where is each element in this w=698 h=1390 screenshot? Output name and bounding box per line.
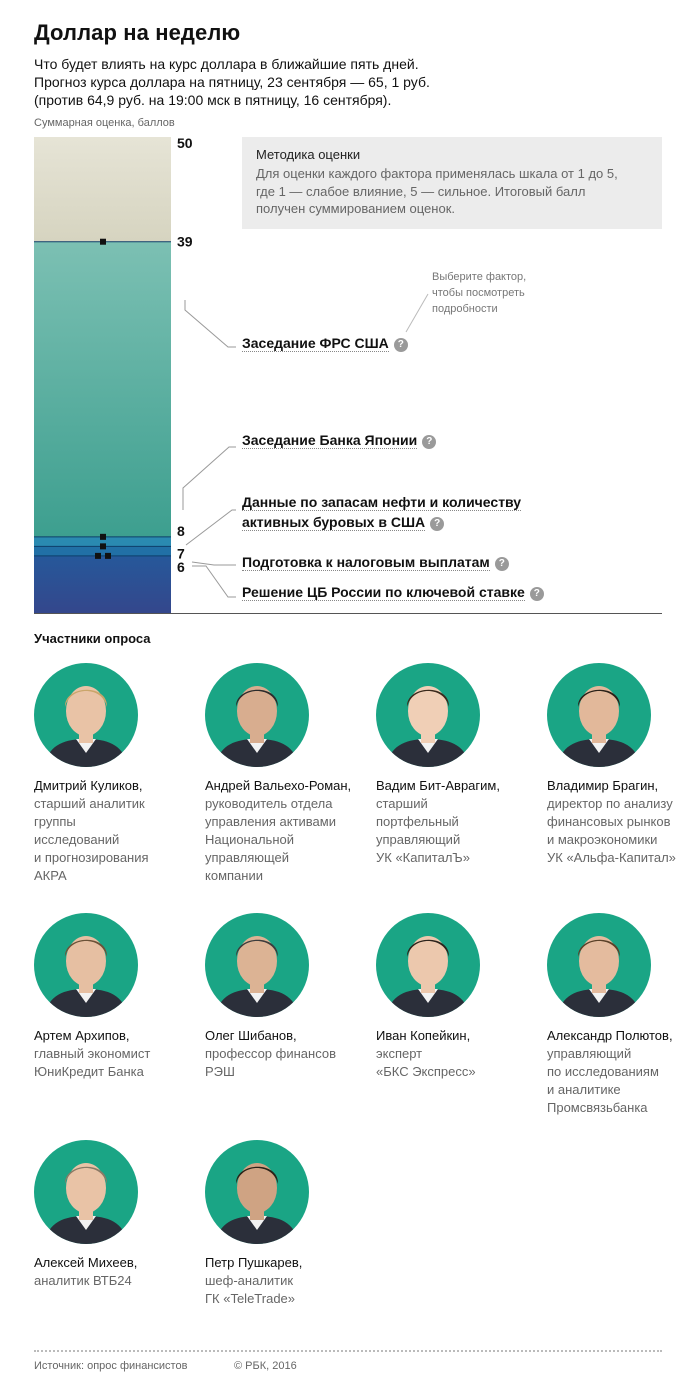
participant-role-line: портфельный — [376, 814, 459, 829]
avatar — [205, 913, 309, 1017]
participant-card — [547, 913, 698, 1117]
factor-label: активных буровых в США — [242, 514, 426, 530]
participant-role — [547, 1045, 698, 1117]
tick-label: 8 — [177, 522, 185, 539]
participant-role-line: управления активами — [205, 814, 336, 829]
copyright: © РБК, 2016 — [234, 1360, 297, 1372]
participant-name: Иван Копейкин, — [376, 1028, 471, 1043]
avatar — [547, 913, 651, 1017]
hint-line: Выберите фактор, — [432, 271, 527, 283]
participant-card — [547, 663, 698, 867]
participant-name: Александр Полютов, — [547, 1028, 673, 1043]
connector-fed — [185, 300, 236, 347]
participant-card — [205, 663, 375, 885]
participant-role — [376, 795, 546, 867]
hint-line: подробности — [432, 303, 498, 315]
factor-label: Подготовка к налоговым выплатам — [242, 554, 490, 570]
methodology-box — [242, 137, 662, 229]
avatar — [205, 1140, 309, 1244]
participant-role-line: УК «КапиталЪ» — [376, 850, 470, 865]
tick-label: 50 — [177, 135, 193, 151]
segment-marker — [100, 543, 106, 549]
avatar — [205, 663, 309, 767]
participant-name: Андрей Вальехо-Роман, — [205, 778, 352, 793]
lead-line: (против 64,9 руб. на 19:00 мск в пятницу, 16 сентября). — [34, 92, 392, 108]
participant-role-line: ГК «TeleTrade» — [205, 1291, 296, 1306]
participant-card — [376, 913, 546, 1081]
hint-line: чтобы посмотреть — [432, 287, 525, 299]
participant-role-line: «БКС Экспресс» — [376, 1064, 476, 1079]
factor-link-tax[interactable] — [242, 552, 509, 572]
factor-label: Решение ЦБ России по ключевой ставке — [242, 584, 525, 600]
avatar — [376, 913, 480, 1017]
participant-name: Дмитрий Куликов, — [34, 778, 143, 793]
participant-role — [205, 1272, 375, 1308]
participant-role-line: главный экономист — [34, 1046, 151, 1061]
participant-card — [34, 1140, 204, 1290]
participant-card — [376, 663, 546, 867]
participant-name: Вадим Бит-Аврагим, — [376, 778, 500, 793]
segment-marker — [100, 239, 106, 245]
participant-role-line: старший — [376, 796, 428, 811]
segment-marker — [95, 553, 101, 559]
avatar — [34, 1140, 138, 1244]
factor-link-boj[interactable] — [242, 430, 436, 450]
participant-role-line: ЮниКредит Банка — [34, 1064, 144, 1079]
factor-link-fed[interactable] — [242, 333, 408, 353]
methodology-line: получен суммированием оценок. — [256, 201, 455, 216]
participant-role — [34, 1045, 204, 1081]
participant-role-line: УК «Альфа-Капитал» — [547, 850, 676, 865]
bar-segment-remaining[interactable] — [34, 137, 171, 242]
participant-card — [205, 913, 375, 1081]
participant-name: Владимир Брагин, — [547, 778, 659, 793]
participant-role-line: аналитик ВТБ24 — [34, 1273, 132, 1288]
connector-cbr — [192, 566, 236, 597]
avatar — [547, 663, 651, 767]
methodology-title: Методика оценки — [256, 147, 361, 162]
participant-role-line: финансовых рынков — [547, 814, 671, 829]
participant-role-line: руководитель отдела — [205, 796, 333, 811]
participant-role-line: исследований — [34, 832, 120, 847]
participant-role-line: профессор финансов — [205, 1046, 336, 1061]
help-icon[interactable]: ? — [394, 338, 408, 352]
help-icon[interactable]: ? — [530, 587, 544, 601]
participants-title: Участники опроса — [34, 631, 151, 646]
lead-line: Что будет влиять на курс доллара в ближайшие пять дней. — [34, 56, 419, 72]
bar-segment-cbr[interactable] — [34, 556, 171, 613]
participant-role-line: компании — [205, 868, 263, 883]
participant-role — [547, 795, 698, 867]
participant-role-line: АКРА — [34, 868, 67, 883]
participant-role-line: директор по анализу — [547, 796, 673, 811]
participant-role-line: РЭШ — [205, 1064, 235, 1079]
factor-link-cbr[interactable] — [242, 582, 544, 602]
tick-label: 7 — [177, 545, 185, 562]
connector-boj — [183, 447, 236, 510]
participant-role — [34, 1272, 204, 1290]
participant-card — [34, 913, 204, 1081]
methodology-line: где 1 — слабое влияние, 5 — сильное. Итоговый балл — [256, 183, 586, 199]
chart-baseline — [34, 613, 662, 614]
participant-role — [34, 795, 204, 885]
methodology-text — [256, 165, 648, 218]
help-icon[interactable]: ? — [430, 517, 444, 531]
lead-text — [34, 55, 554, 109]
factor-label: Заседание Банка Японии — [242, 432, 418, 448]
participant-role-line: Национальной — [205, 832, 294, 847]
participant-role — [205, 795, 375, 885]
segment-marker — [105, 553, 111, 559]
connector-tax — [192, 562, 236, 565]
participant-role-line: и макроэкономики — [547, 832, 658, 847]
participant-role-line: старший аналитик — [34, 796, 145, 811]
participant-role-line: эксперт — [376, 1046, 423, 1061]
tick-label: 39 — [177, 233, 193, 250]
factor-label: Данные по запасам нефти и количеству — [242, 494, 522, 510]
participant-role-line: управляющий — [376, 832, 461, 847]
participant-name: Олег Шибанов, — [205, 1028, 297, 1043]
help-icon[interactable]: ? — [422, 435, 436, 449]
lead-line: Прогноз курса доллара на пятницу, 23 сентября — 65, 1 руб. — [34, 74, 430, 90]
participant-role-line: группы — [34, 814, 76, 829]
participant-role-line: Промсвязьбанка — [547, 1100, 648, 1115]
participant-role-line: управляющей — [205, 850, 290, 865]
segment-marker — [100, 534, 106, 540]
participant-role — [205, 1045, 375, 1081]
factor-link-oil[interactable] — [242, 492, 521, 532]
participant-name: Петр Пушкарев, — [205, 1255, 303, 1270]
footer-divider — [34, 1350, 662, 1352]
tick-label: 6 — [177, 558, 185, 575]
participant-role-line: шеф-аналитик — [205, 1273, 294, 1288]
participant-name: Артем Архипов, — [34, 1028, 130, 1043]
participant-role-line: и прогнозирования — [34, 850, 149, 865]
participant-role-line: и аналитике — [547, 1082, 621, 1097]
methodology-line: Для оценки каждого фактора применялась шкала от 1 до 5, — [256, 166, 618, 181]
factor-label: Заседание ФРС США — [242, 335, 389, 351]
participant-card — [34, 663, 204, 885]
avatar — [376, 663, 480, 767]
avatar — [34, 663, 138, 767]
factor-hint — [432, 269, 526, 317]
connector-oil — [186, 510, 236, 545]
participant-role-line: по исследованиям — [547, 1064, 659, 1079]
participant-card — [205, 1140, 375, 1308]
hint-pointer — [406, 294, 428, 332]
bar-segment-fed[interactable] — [34, 242, 171, 537]
source-note: Источник: опрос финансистов — [34, 1360, 188, 1372]
avatar — [34, 913, 138, 1017]
participant-role-line: управляющий — [547, 1046, 632, 1061]
page-title: Доллар на неделю — [34, 20, 241, 45]
participant-name: Алексей Михеев, — [34, 1255, 138, 1270]
help-icon[interactable]: ? — [495, 557, 509, 571]
y-axis-label: Суммарная оценка, баллов — [34, 117, 175, 129]
participant-role — [376, 1045, 546, 1081]
